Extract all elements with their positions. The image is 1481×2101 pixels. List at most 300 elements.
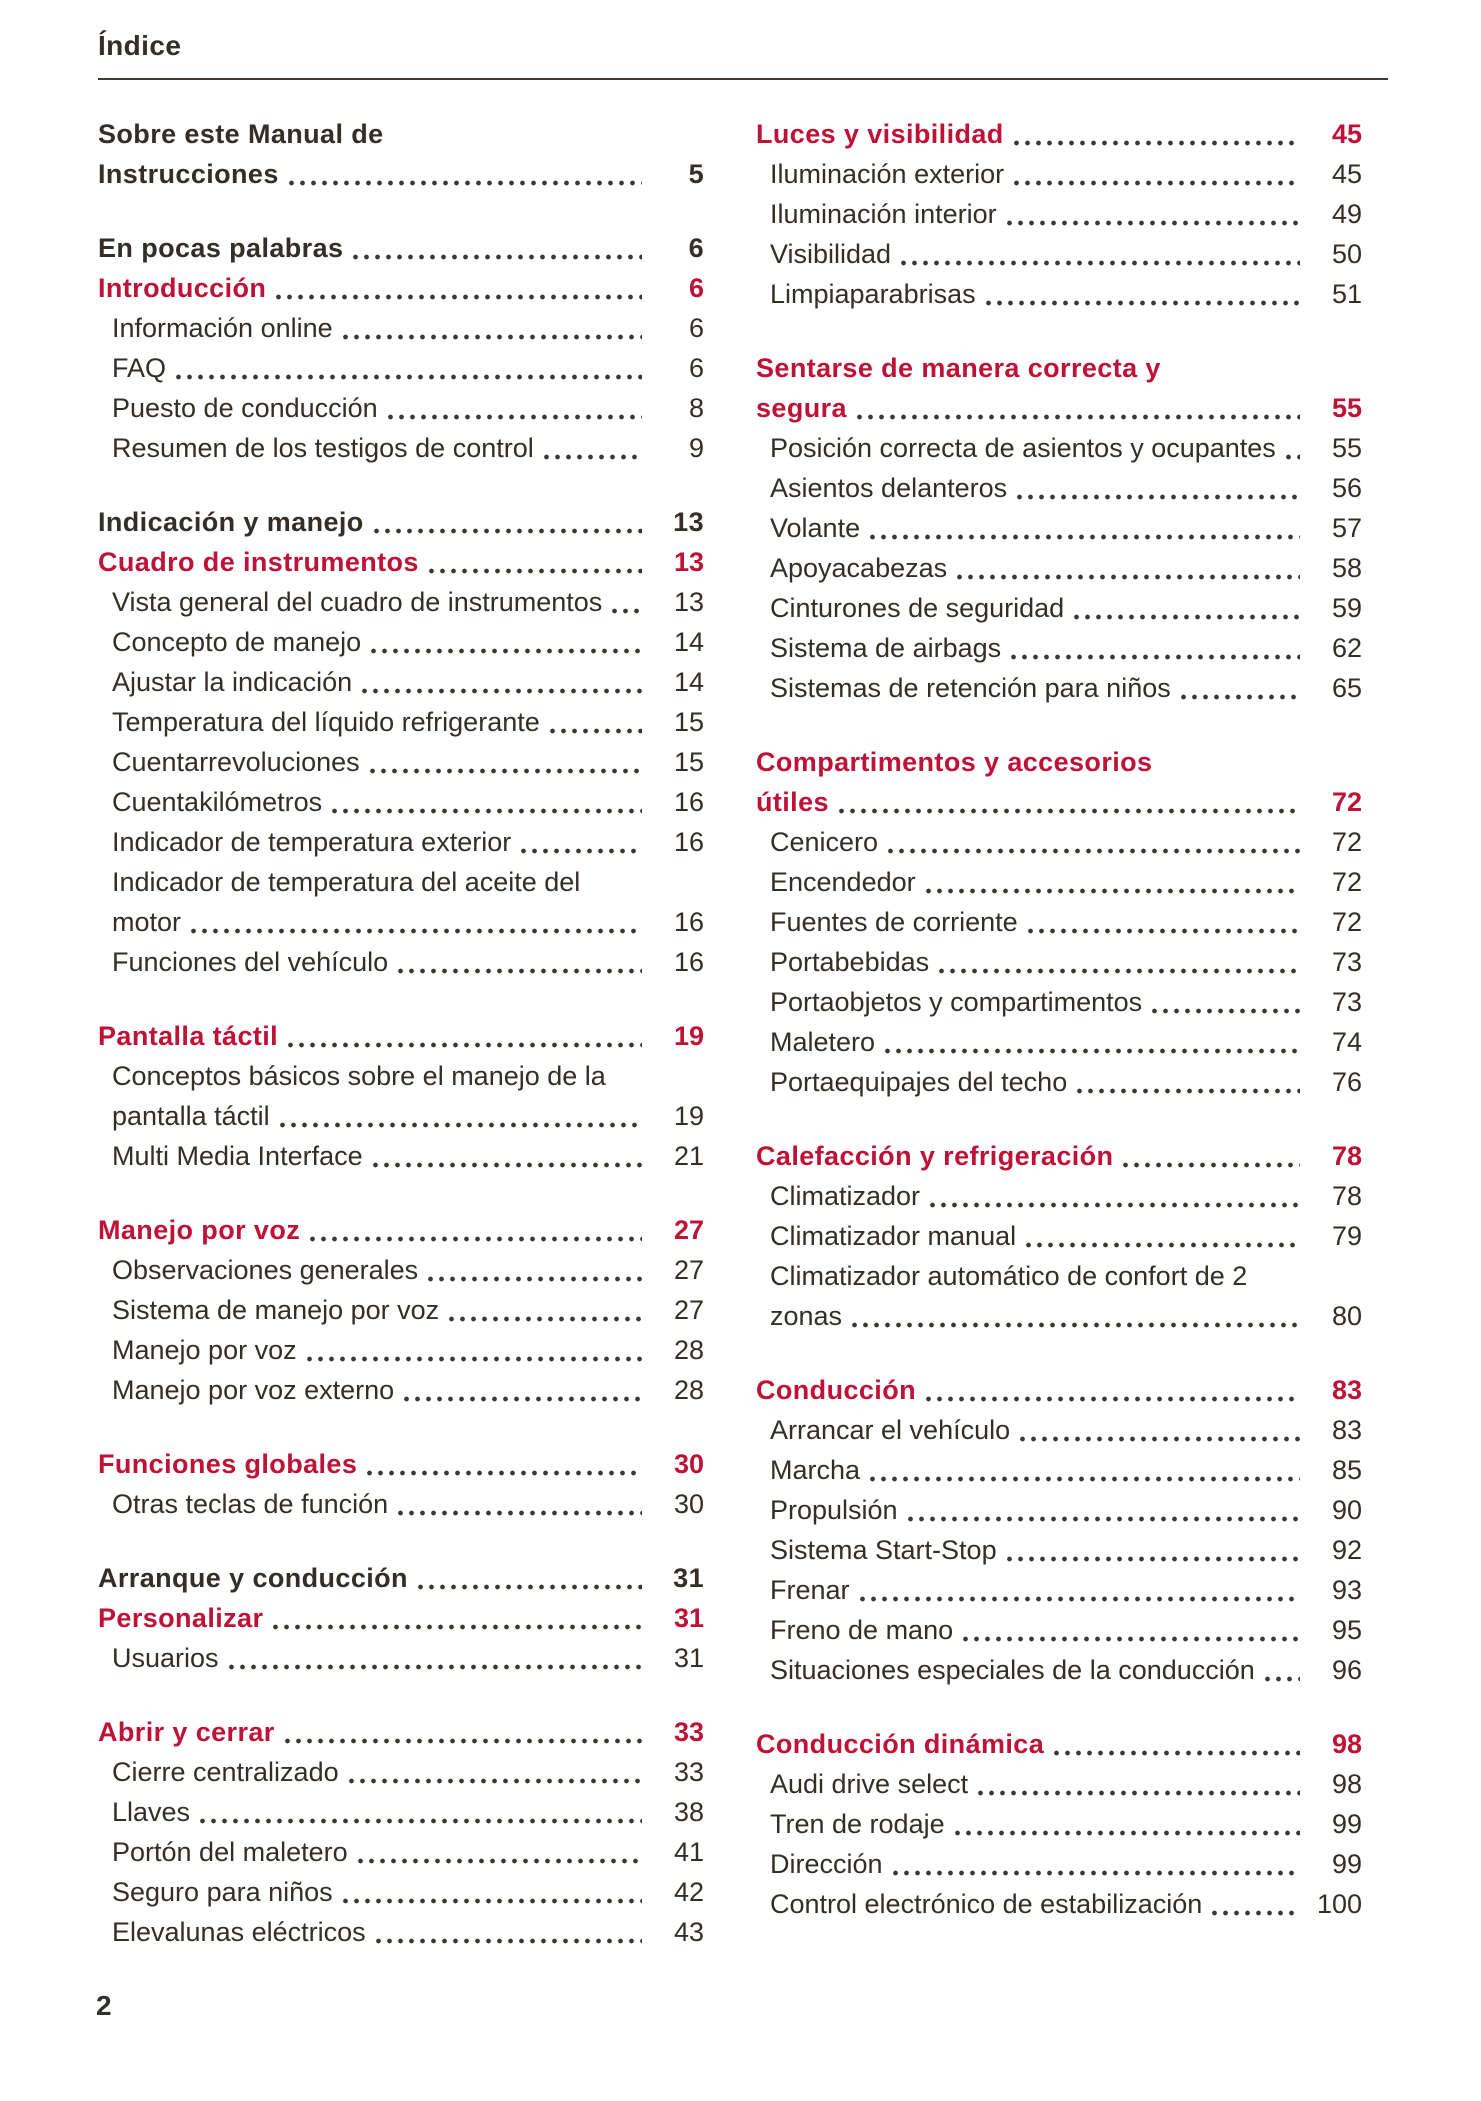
toc-entry-label: útiles [756,787,829,817]
toc-entry-page: 92 [1331,1535,1362,1565]
dot-leader [890,1844,1300,1884]
toc-entry-label: Tren de rodaje [770,1809,945,1839]
toc-entry [98,1558,704,1598]
toc-entry-page: 16 [673,827,704,857]
dot-leader [197,1792,642,1832]
toc-entry-label: Portaequipajes del techo [770,1067,1068,1097]
toc-entry-label: Arrancar el vehículo [770,1415,1011,1445]
toc-entry-page: 14 [673,627,704,657]
toc-entry-label: Dirección [770,1849,883,1879]
toc-entry-label: Posición correcta de asientos y ocupantes [770,433,1276,463]
dot-leader [282,1712,642,1752]
dot-leader [285,1016,642,1056]
toc-entry [98,902,704,942]
dot-leader [547,702,642,742]
dot-leader [1017,1410,1300,1450]
dot-leader [304,1330,642,1370]
toc-entry [756,668,1362,708]
toc-entry [98,1638,704,1678]
toc-entry-page: 6 [688,233,704,263]
toc-entry-page: 13 [673,587,704,617]
toc-entry [756,154,1362,194]
toc-entry-page: 13 [673,507,704,537]
dot-leader [364,1444,642,1484]
toc-entry-label: Temperatura del líquido refrigerante [112,707,540,737]
toc-entry-label: Portón del maletero [112,1837,348,1867]
toc-entry-page: 72 [1331,867,1362,897]
toc-entry [98,1792,704,1832]
toc-entry-label: Manejo por voz [112,1335,297,1365]
toc-entry [756,1062,1362,1102]
dot-leader [541,428,642,468]
dot-leader [226,1638,642,1678]
dot-leader [395,1484,642,1524]
toc-entry [756,782,1362,822]
dot-leader [1209,1884,1300,1924]
dot-leader [975,1764,1300,1804]
toc-entry-page: 45 [1331,159,1362,189]
toc-entry [98,502,704,542]
dot-leader [609,582,642,622]
dot-leader [1051,1724,1300,1764]
toc-entry-label: Volante [770,513,861,543]
toc-entry [756,508,1362,548]
toc-entry-label: En pocas palabras [98,233,344,263]
toc-entry-page: 50 [1331,239,1362,269]
toc-entry [98,1598,704,1638]
toc-entry [98,1832,704,1872]
toc-entry-first-line: Conceptos básicos sobre el manejo de la [112,1061,606,1091]
toc-entry-page: 98 [1331,1729,1362,1759]
dot-leader [1011,114,1300,154]
toc-entry-page: 72 [1331,907,1362,937]
toc-entry-page: 6 [688,353,704,383]
toc-entry-label: pantalla táctil [112,1101,270,1131]
toc-entry-label: Indicador de temperatura exterior [112,827,512,857]
toc-entry-label: Control electrónico de estabilización [770,1889,1203,1919]
toc-entry-page: 58 [1331,553,1362,583]
toc-entry-page: 73 [1331,987,1362,1017]
dot-leader [371,502,642,542]
dot-leader [188,902,642,942]
dot-leader [923,862,1300,902]
toc-entry-first-line: Indicador de temperatura del aceite del [112,867,581,897]
toc-entry-label: Instrucciones [98,159,279,189]
toc-entry [98,1484,704,1524]
dot-leader [1023,1216,1300,1256]
toc-entry-label: Resumen de los testigos de control [112,433,534,463]
toc-entry-label: Iluminación exterior [770,159,1005,189]
dot-leader [270,1598,642,1638]
toc-entry-page: 85 [1331,1455,1362,1485]
toc-entry-page: 55 [1331,433,1362,463]
toc-entry-label: Seguro para niños [112,1877,333,1907]
page-title: Índice [98,30,1388,80]
dot-leader [885,822,1300,862]
dot-leader [350,228,642,268]
toc-entry [756,942,1362,982]
toc-entry [98,582,704,622]
toc-entry-label: Climatizador manual [770,1221,1017,1251]
toc-entry [98,154,704,194]
toc-columns [98,114,1388,1952]
toc-entry-page: 19 [673,1101,704,1131]
toc-entry [756,1650,1362,1690]
toc-entry-label: Conducción dinámica [756,1729,1045,1759]
toc-entry-page: 98 [1331,1769,1362,1799]
toc-entry [98,1872,704,1912]
toc-entry-page: 41 [673,1837,704,1867]
dot-leader [1283,428,1300,468]
toc-entry-page: 6 [688,273,704,303]
toc-entry-page: 6 [688,313,704,343]
dot-leader [346,1752,642,1792]
toc-entry [756,1570,1362,1610]
toc-entry [756,1804,1362,1844]
toc-entry [98,822,704,862]
toc-entry-page: 93 [1331,1575,1362,1605]
toc-entry-label: Ajustar la indicación [112,667,353,697]
dot-leader [882,1022,1300,1062]
toc-entry-page: 76 [1331,1067,1362,1097]
toc-entry [98,348,704,388]
toc-entry-label: Cuadro de instrumentos [98,547,419,577]
toc-entry-page: 31 [673,1603,704,1633]
toc-entry [756,1136,1362,1176]
dot-leader [1262,1650,1300,1690]
toc-entry [756,982,1362,1022]
toc-entry-label: Indicación y manejo [98,507,364,537]
toc-entry [98,1370,704,1410]
toc-entry-page: 13 [673,547,704,577]
toc-entry [756,588,1362,628]
toc-entry [756,234,1362,274]
toc-entry-label: Freno de mano [770,1615,954,1645]
dot-leader [1014,468,1300,508]
toc-entry [98,1752,704,1792]
dot-leader [1004,1530,1300,1570]
dot-leader [518,822,642,862]
toc-entry-first-line: Compartimentos y accesorios [756,747,1153,777]
toc-entry-label: Encendedor [770,867,916,897]
toc-column-left [98,114,704,1952]
toc-entry [98,1250,704,1290]
toc-entry [756,428,1362,468]
toc-entry-label: Limpiaparabrisas [770,279,976,309]
toc-entry-page: 78 [1331,1141,1362,1171]
toc-entry-page: 15 [673,747,704,777]
toc-entry-label: Sistemas de retención para niños [770,673,1171,703]
dot-leader [329,782,642,822]
dot-leader [425,1250,642,1290]
dot-leader [927,1176,1300,1216]
dot-leader [854,388,1300,428]
toc-entry-label: Usuarios [112,1643,219,1673]
toc-entry-page: 9 [688,433,704,463]
toc-entry-page: 99 [1331,1809,1362,1839]
toc-entry-label: Maletero [770,1027,876,1057]
toc-entry-label: Cuentarrevoluciones [112,747,360,777]
toc-entry [98,1912,704,1952]
toc-entry [756,274,1362,314]
toc-entry-label: Asientos delanteros [770,473,1008,503]
toc-entry-label: Luces y visibilidad [756,119,1004,149]
toc-entry-label: Frenar [770,1575,850,1605]
toc-entry [756,1490,1362,1530]
toc-entry-page: 16 [673,907,704,937]
dot-leader [849,1296,1300,1336]
dot-leader [373,1912,642,1952]
toc-entry-page: 57 [1331,513,1362,543]
toc-entry-page: 28 [673,1375,704,1405]
toc-entry [98,542,704,582]
toc-entry-page: 80 [1331,1301,1362,1331]
toc-entry-label: Funciones del vehículo [112,947,389,977]
dot-leader [426,542,642,582]
toc-entry-page: 27 [673,1255,704,1285]
dot-leader [1074,1062,1300,1102]
toc-entry [756,1610,1362,1650]
toc-entry-first-line: Sentarse de manera correcta y [756,353,1161,383]
toc-entry-page: 78 [1331,1181,1362,1211]
toc-entry-page: 99 [1331,1849,1362,1879]
toc-entry-page: 14 [673,667,704,697]
dot-leader [401,1370,642,1410]
dot-leader [867,1450,1300,1490]
toc-entry-label: Introducción [98,273,267,303]
dot-leader [355,1832,642,1872]
toc-entry [756,902,1362,942]
toc-entry [756,1410,1362,1450]
toc-entry-page: 16 [673,947,704,977]
toc-entry-label: Climatizador [770,1181,921,1211]
toc-entry [756,862,1362,902]
toc-entry [98,1290,704,1330]
toc-entry [98,662,704,702]
toc-entry-page: 38 [673,1797,704,1827]
toc-entry-label: Pantalla táctil [98,1021,279,1051]
toc-entry-page: 19 [673,1021,704,1051]
toc-entry [756,1216,1362,1256]
toc-entry [98,622,704,662]
toc-entry-label: Observaciones generales [112,1255,419,1285]
toc-entry-label: Elevalunas eléctricos [112,1917,366,1947]
toc-entry [98,1210,704,1250]
toc-entry-label: Propulsión [770,1495,898,1525]
toc-entry-label: Iluminación interior [770,199,997,229]
dot-leader [1178,668,1300,708]
dot-leader [307,1210,642,1250]
toc-entry-label: Sistema de airbags [770,633,1002,663]
dot-leader [385,388,642,428]
toc-entry-page: 31 [673,1563,704,1593]
toc-entry-page: 96 [1331,1655,1362,1685]
dot-leader [905,1490,1300,1530]
toc-entry-label: Sistema Start-Stop [770,1535,997,1565]
toc-entry [756,194,1362,234]
toc-entry-page: 72 [1331,827,1362,857]
toc-entry-label: Marcha [770,1455,861,1485]
toc-entry-first-line: Sobre este Manual de [98,119,384,149]
toc-entry [756,1724,1362,1764]
toc-entry-page: 56 [1331,473,1362,503]
dot-leader [367,742,642,782]
toc-entry-label: Calefacción y refrigeración [756,1141,1114,1171]
toc-entry [756,1022,1362,1062]
toc-entry [98,1136,704,1176]
toc-entry-page: 72 [1331,787,1362,817]
toc-entry-label: Otras teclas de función [112,1489,389,1519]
toc-entry-label: Fuentes de corriente [770,907,1018,937]
toc-entry-page: 21 [673,1141,704,1171]
toc-entry [98,1016,704,1056]
toc-entry-page: 100 [1316,1889,1362,1919]
dot-leader [340,1872,642,1912]
toc-entry [98,428,704,468]
dot-leader [395,942,642,982]
toc-entry-label: Manejo por voz externo [112,1375,395,1405]
toc-entry-label: Abrir y cerrar [98,1717,275,1747]
toc-entry [98,782,704,822]
toc-entry-label: motor [112,907,182,937]
toc-entry-page: 65 [1331,673,1362,703]
toc-entry-page: 43 [673,1917,704,1947]
toc-entry-label: Situaciones especiales de la conducción [770,1655,1255,1685]
toc-entry-label: Cenicero [770,827,879,857]
toc-entry-label: Multi Media Interface [112,1141,363,1171]
dot-leader [1071,588,1300,628]
toc-entry [98,702,704,742]
toc-entry-page: 30 [673,1449,704,1479]
toc-entry-page: 83 [1331,1375,1362,1405]
toc-entry-page: 83 [1331,1415,1362,1445]
toc-entry-page: 55 [1331,393,1362,423]
toc-entry-label: Puesto de conducción [112,393,378,423]
toc-entry [756,1450,1362,1490]
toc-entry-page: 33 [673,1717,704,1747]
toc-entry [756,1884,1362,1924]
toc-entry-page: 45 [1331,119,1362,149]
dot-leader [415,1558,642,1598]
toc-entry-label: Concepto de manejo [112,627,362,657]
toc-entry [756,468,1362,508]
dot-leader [923,1370,1300,1410]
toc-entry-page: 16 [673,787,704,817]
toc-entry [98,228,704,268]
dot-leader [368,622,642,662]
toc-entry-label: Personalizar [98,1603,264,1633]
toc-entry [756,1370,1362,1410]
page-number: 2 [96,1990,112,2021]
dot-leader [1025,902,1300,942]
toc-entry-label: Llaves [112,1797,191,1827]
toc-entry-page: 90 [1331,1495,1362,1525]
toc-entry [98,268,704,308]
toc-entry [98,1444,704,1484]
dot-leader [370,1136,642,1176]
toc-entry [98,1096,704,1136]
toc-entry-page: 73 [1331,947,1362,977]
dot-leader [936,942,1300,982]
toc-entry [98,1712,704,1752]
toc-entry-label: Sistema de manejo por voz [112,1295,440,1325]
toc-entry [756,628,1362,668]
toc-entry-page: 27 [673,1295,704,1325]
toc-entry-page: 27 [673,1215,704,1245]
toc-entry [98,388,704,428]
toc-entry-page: 95 [1331,1615,1362,1645]
toc-entry-label: Información online [112,313,333,343]
toc-entry-label: Vista general del cuadro de instrumentos [112,587,603,617]
dot-leader [1149,982,1300,1022]
dot-leader [836,782,1300,822]
toc-entry-page: 5 [688,159,704,189]
toc-entry-label: Portaobjetos y compartimentos [770,987,1143,1017]
dot-leader [960,1610,1300,1650]
toc-entry [756,1176,1362,1216]
dot-leader [273,268,642,308]
toc-entry-page: 28 [673,1335,704,1365]
toc-entry-page: 33 [673,1757,704,1787]
toc-entry-label: FAQ [112,353,167,383]
toc-entry-label: Manejo por voz [98,1215,301,1245]
toc-entry [756,1764,1362,1804]
dot-leader [277,1096,642,1136]
toc-entry-label: Apoyacabezas [770,553,948,583]
toc-entry-page: 30 [673,1489,704,1519]
toc-entry-page: 49 [1331,199,1362,229]
toc-entry-label: Cuentakilómetros [112,787,323,817]
dot-leader [446,1290,642,1330]
dot-leader [954,548,1300,588]
toc-entry [756,1530,1362,1570]
toc-entry-label: Visibilidad [770,239,892,269]
dot-leader [286,154,642,194]
dot-leader [1008,628,1300,668]
toc-entry-label: Portabebidas [770,947,930,977]
dot-leader [359,662,642,702]
toc-entry-label: Audi drive select [770,1769,969,1799]
toc-entry [756,388,1362,428]
dot-leader [898,234,1300,274]
toc-entry [756,822,1362,862]
toc-entry-label: Cierre centralizado [112,1757,339,1787]
dot-leader [952,1804,1300,1844]
toc-entry-label: Arranque y conducción [98,1563,408,1593]
toc-entry-page: 8 [688,393,704,423]
toc-entry-page: 42 [673,1877,704,1907]
toc-entry-page: 31 [673,1643,704,1673]
toc-entry-first-line: Climatizador automático de confort de 2 [770,1261,1248,1291]
toc-entry [756,548,1362,588]
toc-entry-label: Funciones globales [98,1449,358,1479]
toc-entry [756,114,1362,154]
toc-entry-page: 62 [1331,633,1362,663]
dot-leader [1011,154,1300,194]
dot-leader [983,274,1300,314]
toc-entry-label: zonas [770,1301,843,1331]
dot-leader [1120,1136,1300,1176]
toc-entry [98,742,704,782]
toc-entry [98,308,704,348]
toc-entry-page: 15 [673,707,704,737]
toc-entry-label: segura [756,393,847,423]
dot-leader [1004,194,1300,234]
dot-leader [857,1570,1300,1610]
toc-entry [756,1844,1362,1884]
toc-entry-label: Conducción [756,1375,916,1405]
toc-entry-page: 79 [1331,1221,1362,1251]
